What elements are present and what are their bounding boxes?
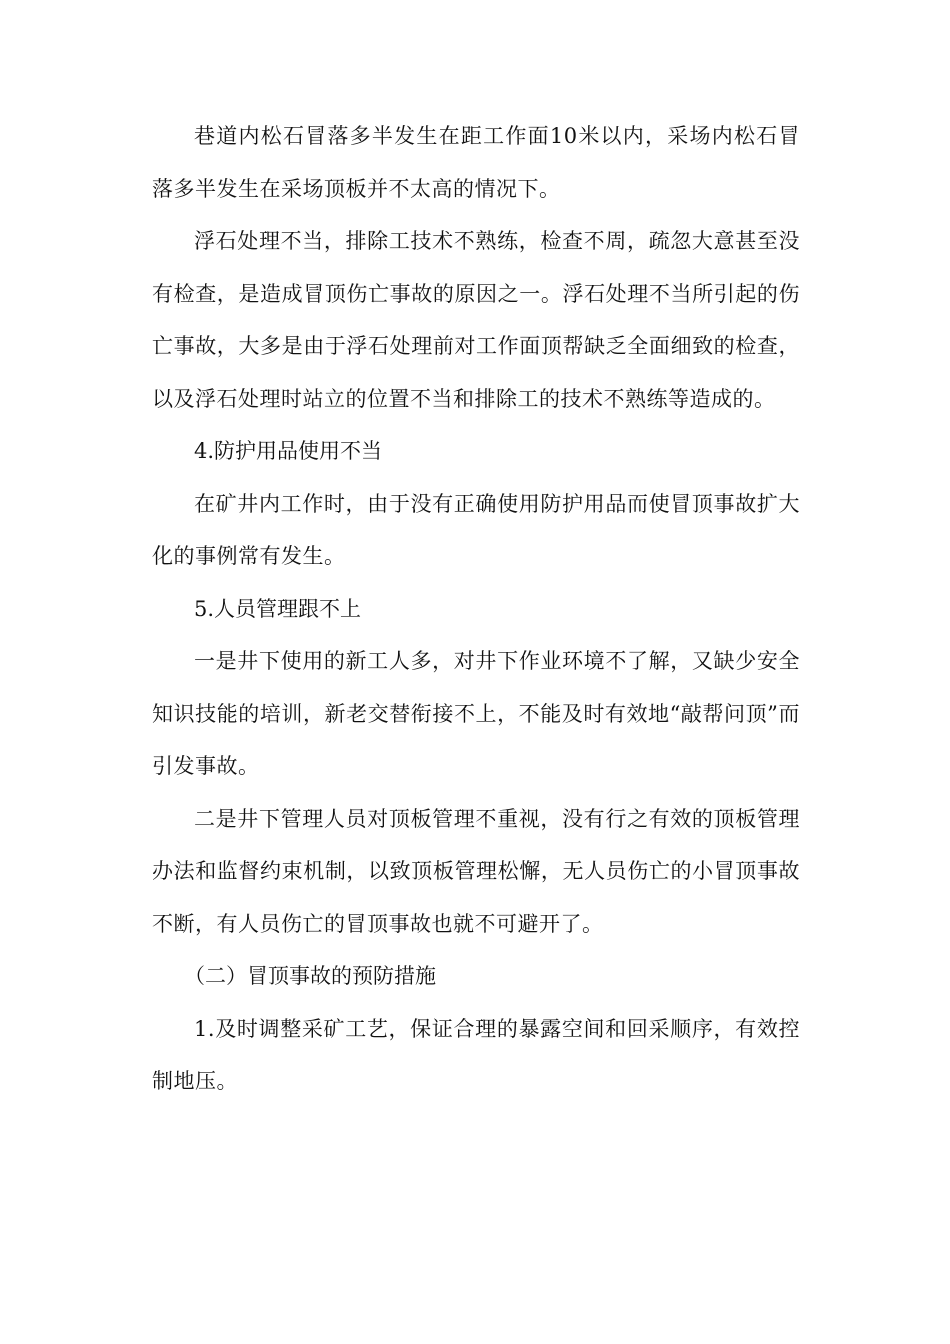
paragraph-loose-rock-location: 巷道内松石冒落多半发生在距工作面10米以内，采场内松石冒落多半发生在采场顶板并不太高的情况下。: [152, 124, 800, 201]
document-page: [152, 110, 800, 1108]
paragraph-management-neglect: 二是井下管理人员对顶板管理不重视，没有行之有效的顶板管理办法和监督约束机制，以致顶板管理松懈，无人员伤亡的小冒顶事故不断，有人员伤亡的冒顶事故也就不可避开了。: [152, 806, 800, 936]
paragraph-float-stone-handling: 浮石处理不当，排除工技术不熟练，检查不周，疏忽大意甚至没有检查，是造成冒顶伤亡事故的原因之一。浮石处理不当所引起的伤亡事故，大多是由于浮石处理前对工作面顶帮缺乏全面细致的检查，以及浮石处理时站立的位置不当和排除工的技术不熟练等造成的。: [152, 229, 800, 411]
heading-personnel-management: 5.人员管理跟不上: [194, 596, 362, 621]
paragraph-protective-equipment: 在矿井内工作时，由于没有正确使用防护用品而使冒顶事故扩大化的事例常有发生。: [152, 491, 800, 568]
section-heading-prevention-measures: （二）冒顶事故的预防措施: [184, 964, 436, 988]
heading-protective-equipment: 4.防护用品使用不当: [194, 439, 383, 463]
paragraph-adjust-mining-process: 1.及时调整采矿工艺，保证合理的暴露空间和回采顺序，有效控制地压。: [152, 1016, 800, 1093]
paragraph-new-workers: 一是井下使用的新工人多，对井下作业环境不了解，又缺少安全知识技能的培训，新老交替衔接不上，不能及时有效地“敲帮问顶”而引发事故。: [152, 649, 800, 778]
